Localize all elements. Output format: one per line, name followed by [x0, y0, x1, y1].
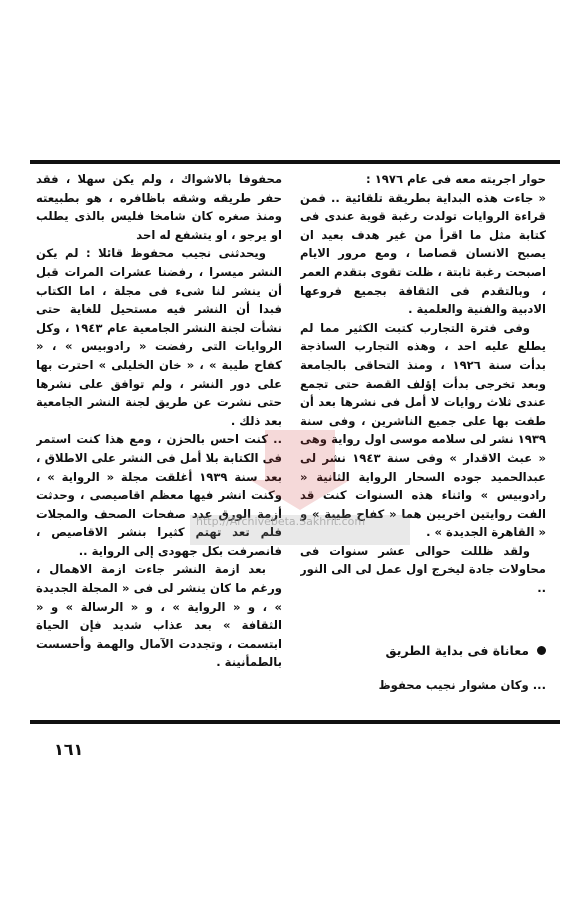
watermark-url: http://Archivebeta.Sakhrit.com [196, 515, 366, 528]
bottom-rule [30, 720, 560, 724]
right-paragraph-2: « جاءت هذه البداية بطريقة تلقائية .. فمن قراءة الروايات تولدت رغبة قوية عندى فى كتابة مثل ما اقرأ من غير هدف بعيد ان يصبح الانسان قصاصا ، ومع مرور الايام اصبحت رغبة ثابتة ، ظلت تقوى بتقدم العمر ، وبالتقدم فى الثقافة بجميع فروعها الادبية والفنية والعلمية . [300, 190, 546, 317]
left-paragraph-3: .. كنت احس بالحزن ، ومع هذا كنت استمر فى الكتابة بلا أمل فى النشر على الاطلاق ، بعد سنة ١٩٣٩ أغلقت مجلة « الرواية » ، وكنت انشر فيها معظم اقاصيصى ، وحدثت أزمة الورق عدد صفحات الصحف والمجلات فلم تعد تهتم كثيرا بنشر الاقاصيص ، فانصرفت بكل جهودى إلى الرواية .. [36, 432, 282, 558]
top-rule [30, 160, 560, 164]
left-column [36, 170, 282, 710]
left-paragraph-1: محفوفا بالاشواك ، ولم يكن سهلا ، فقد حفر طريقه وشقه باظافره ، هو بطبيعته ومنذ صغره كان شامخا فليس بالذى يطلب او يرجو ، او يتشفع له احد [36, 172, 282, 242]
right-paragraph-1: حوار اجريته معه فى عام ١٩٧٦ : [366, 172, 546, 186]
section-heading-text: معاناة فى بداية الطريق [385, 642, 529, 658]
left-paragraph-4: بعد ازمة النشر جاءت ازمة الاهمال ، ورغم ما كان ينشر لى فى « المجلة الجديدة » ، و « الرواية » ، و « الرسالة » و « الثقافة » بعد عذاب شديد فإن الحياة ابتسمت ، وتجددت الآمال والهمة وأحسست بالطمأنينة . [36, 562, 282, 670]
right-paragraph-5: ... وكان مشوار نجيب محفوظ [378, 678, 546, 693]
section-heading [300, 642, 546, 661]
right-column [300, 170, 546, 710]
bullet-icon [537, 646, 546, 655]
right-paragraph-4: ولقد ظللت حوالى عشر سنوات فى محاولات جادة ليخرج اول عمل لى الى النور .. [300, 543, 546, 596]
page-number: ١٦١ [54, 740, 84, 759]
left-paragraph-2: ويحدثنى نجيب محفوظ قائلا : لم يكن النشر ميسرا ، رفضنا عشرات المرات قبل أن ينشر لنا شىء فى مجلة ، اما الكتاب فبدا أن النشر فيه مستحيل للغاية حتى نشأت لجنة النشر الجامعية عام ١٩٤٣ ، وكل الروايات التى رفضت « رادوبيس » ، « كفاح طيبة » ، « خان الخليلى » احترت بها على دور النشر ، ولم توافق على نشرها حتى نشرت عن طريق لجنة النشر الجامعية بعد ذلك . [36, 246, 282, 428]
right-paragraph-3: وفى فترة التجارب كتبت الكثير مما لم يطلع عليه احد ، وهذه التجارب الساذجة بدأت سنة ١٩٢٦ ، ومنذ التحاقى بالجامعة وبعد تخرجى بدأت إؤلف القصة حتى تجمع عندى ثلاث روايات لا أمل فى نشرها بعد أن طفت بها على جميع الناشرين ، وفى سنة ١٩٣٩ نشر لى سلامه موسى اول رواية وهى « عبث الاقدار » وفى سنة ١٩٤٣ نشر لى عبدالحميد جوده السحار الرواية الثانية « رادوبيس » واثناء هذه السنوات كنت قد الفت روايتين اخريين هما « كفاح طيبة » و « القاهرة الجديدة » . [300, 320, 546, 540]
